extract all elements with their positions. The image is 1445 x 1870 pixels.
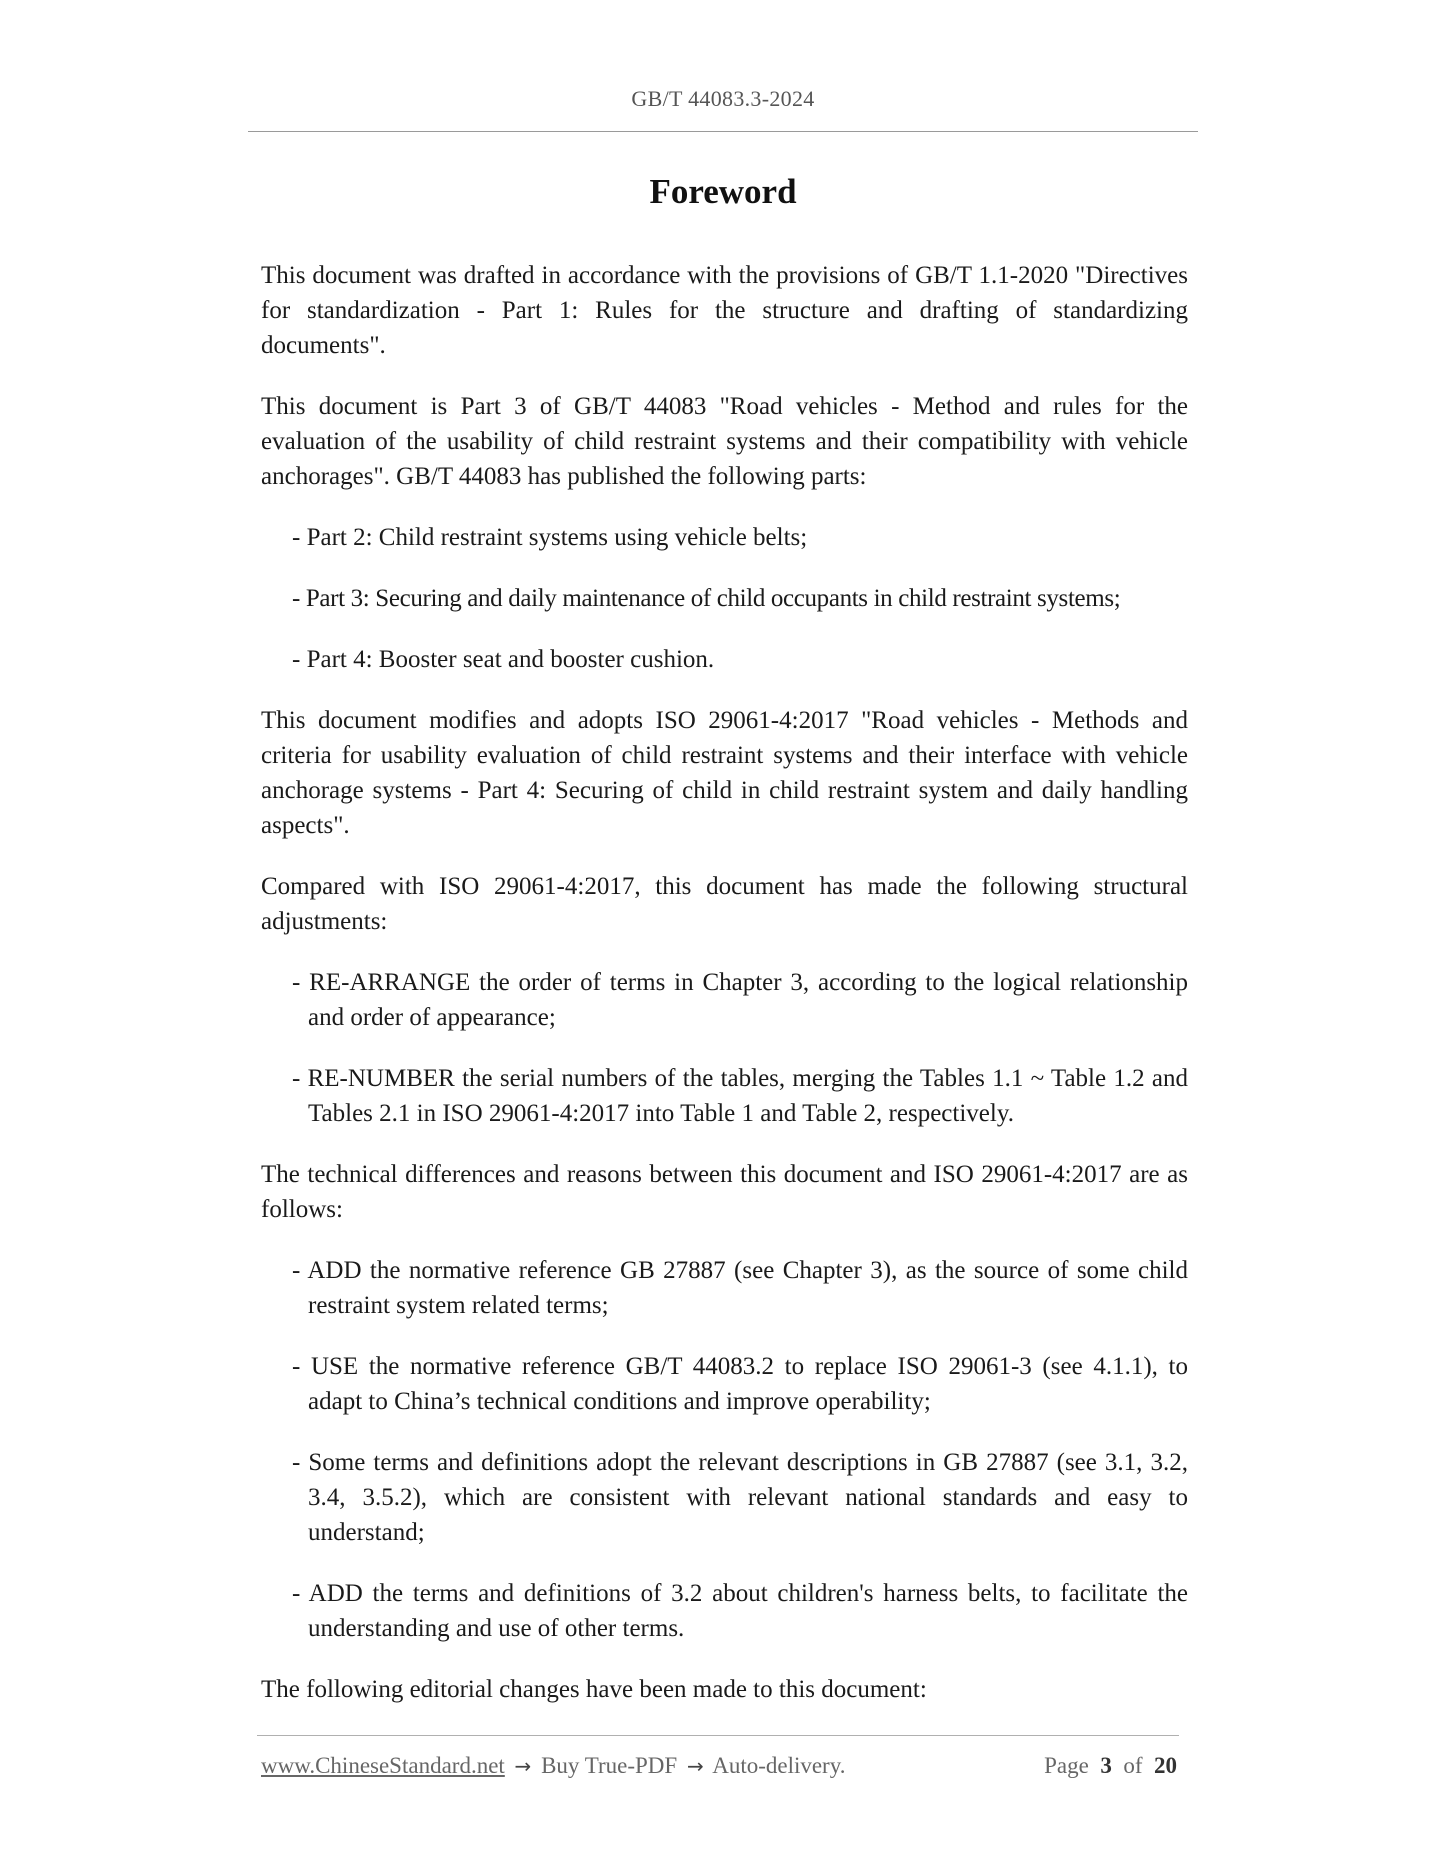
list-item-add-harness-belts: - ADD the terms and definitions of 3.2 about children's harness belts, to facilitate the understanding and use of other terms. [292,1580,1188,1642]
list-item-terms-definitions: - Some terms and definitions adopt the relevant descriptions in GB 27887 (see 3.1, 3.2, 3.4, 3.5.2), which are consistent with relevant national standards and easy to understand; [292,1449,1188,1546]
list-item-renumber: - RE-NUMBER the serial numbers of the tables, merging the Tables 1.1 ~ Table 1.2 and Tables 2.1 in ISO 29061-4:2017 into Table 1 and Table 2, respectively. [292,1065,1188,1127]
list-item-add-gb27887: - ADD the normative reference GB 27887 (see Chapter 3), as the source of some child restraint system related terms; [292,1257,1188,1319]
list-item-part-4: - Part 4: Booster seat and booster cushion. [292,646,715,673]
page-current: 3 [1100,1753,1112,1778]
document-code-header: GB/T 44083.3-2024 [631,86,815,111]
page-title: Foreword [649,172,797,211]
foreword-body [261,258,1188,1733]
list-item-use-gbt44083-2: - USE the normative reference GB/T 44083.2 to replace ISO 29061-3 (see 4.1.1), to adapt to China’s technical conditions and improve operability; [292,1353,1188,1415]
list-item-part-2: - Part 2: Child restraint systems using vehicle belts; [292,524,808,551]
footer-divider [257,1735,1179,1736]
header-divider [248,131,1198,132]
page-indicator [1044,1753,1177,1779]
arrow-right-icon: → [686,1754,704,1778]
page-label: Page [1044,1753,1089,1778]
auto-delivery-text: Auto-delivery. [712,1753,846,1778]
paragraph-drafting-rules: This document was drafted in accordance with the provisions of GB/T 1.1-2020 "Directives for standardization - Part 1: Rules for the structure and drafting of standardizing documents". [261,262,1188,359]
footer-links [261,1753,845,1779]
paragraph-iso-adoption: This document modifies and adopts ISO 29061-4:2017 "Road vehicles - Methods and criteria for usability evaluation of child restraint systems and their interface with vehicle anchorage systems - Part 4: Securing of child in child restraint system and daily handling aspects". [261,707,1188,839]
list-item-part-3: - Part 3: Securing and daily maintenance of child occupants in child restraint systems; [292,585,1121,612]
arrow-right-icon: → [514,1754,532,1778]
paragraph-editorial-intro: The following editorial changes have been made to this document: [261,1676,927,1703]
chinesestandard-link[interactable]: www.ChineseStandard.net [261,1753,505,1778]
paragraph-technical-intro: The technical differences and reasons between this document and ISO 29061-4:2017 are as follows: [261,1161,1188,1223]
buy-true-pdf-text: Buy True-PDF [541,1753,678,1778]
page-total: 20 [1154,1753,1177,1778]
list-item-rearrange: - RE-ARRANGE the order of terms in Chapter 3, according to the logical relationship and order of appearance; [292,969,1188,1031]
paragraph-structural-intro: Compared with ISO 29061-4:2017, this document has made the following structural adjustments: [261,873,1188,935]
page-of-label: of [1123,1753,1143,1778]
paragraph-part-description: This document is Part 3 of GB/T 44083 "Road vehicles - Method and rules for the evaluation of the usability of child restraint systems and their compatibility with vehicle anchorages". GB/T 44083 has published the following parts: [261,393,1188,490]
